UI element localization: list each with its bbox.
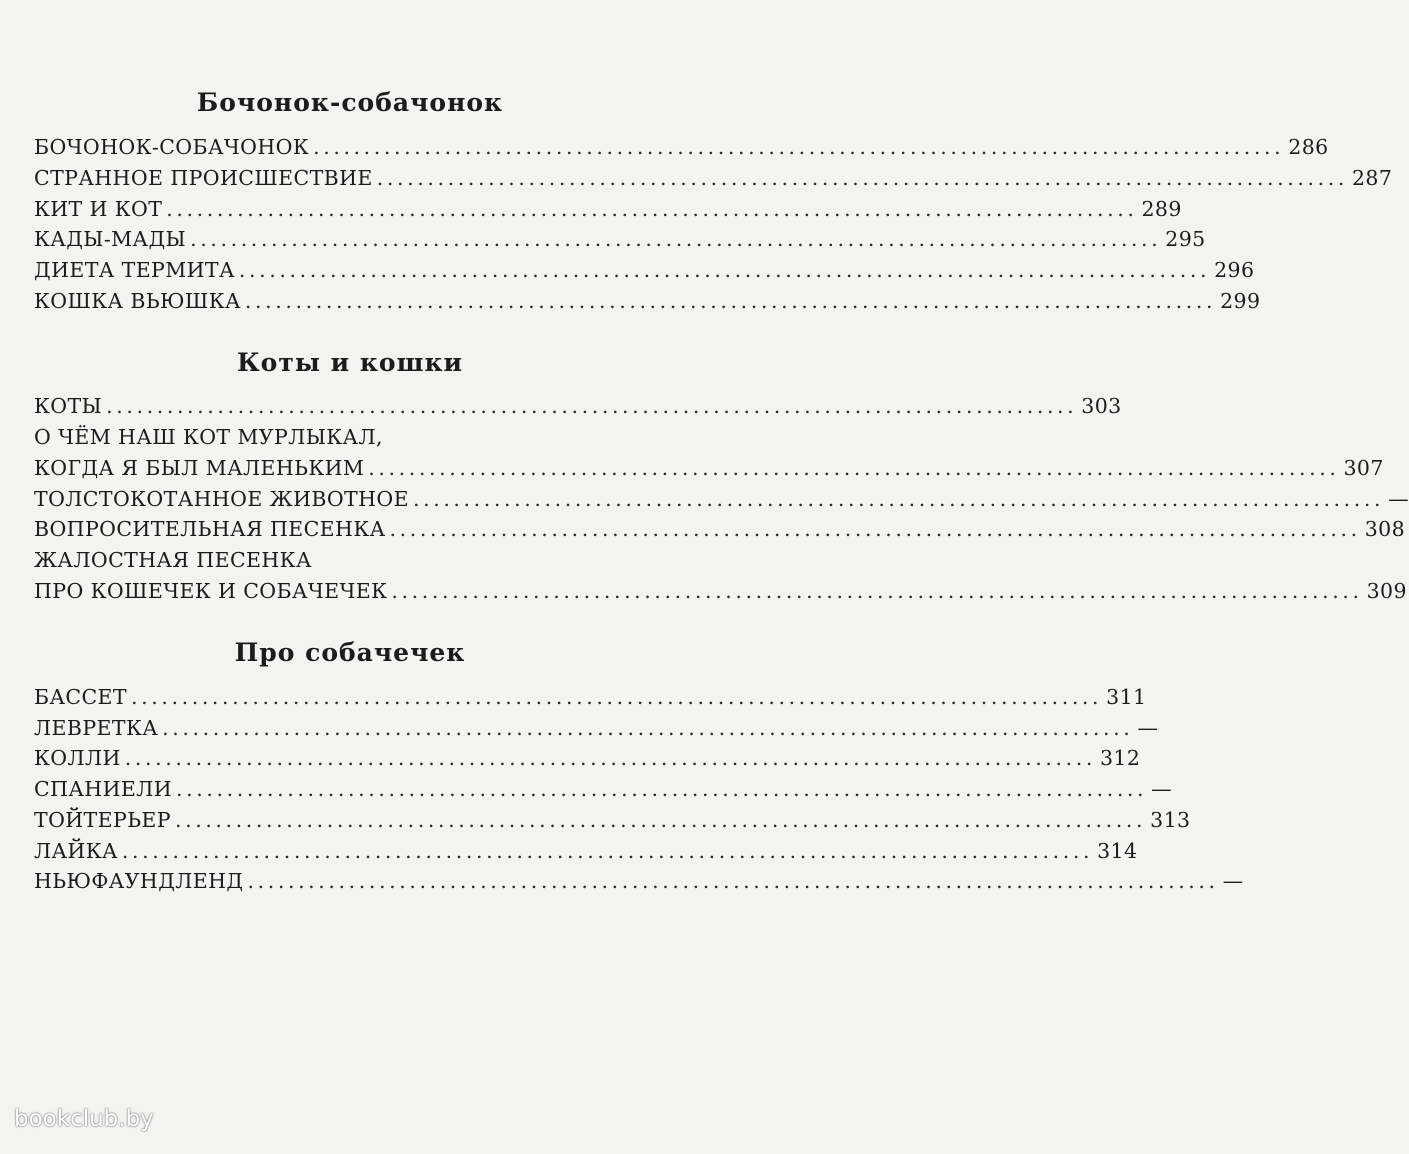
- leader-dots: ................................................................................................: [313, 135, 1285, 159]
- leader-dots: ................................................................................................: [174, 808, 1147, 832]
- entry-page: 312: [1099, 746, 1141, 770]
- entry-title: О ЧЁМ НАШ КОТ МУРЛЫКАЛ,: [34, 425, 383, 449]
- toc-entry: [34, 227, 1206, 255]
- entry-title: ТОЛСТОКОТАННОЕ ЖИВОТНОЕ: [34, 487, 409, 511]
- entry-title: ЛЕВРЕТКА: [34, 716, 159, 740]
- leader-dots: ................................................................................................: [368, 456, 1340, 480]
- entry-title: ДИЕТА ТЕРМИТА: [34, 258, 235, 282]
- entry-title: НЬЮФАУНДЛЕНД: [34, 869, 244, 893]
- entry-title: ПРО КОШЕЧЕК И СОБАЧЕЧЕК: [34, 579, 388, 603]
- leader-dots: ................................................................................................: [162, 716, 1134, 740]
- toc-entry: [34, 487, 1409, 515]
- leader-dots: ................................................................................................: [244, 289, 1217, 313]
- toc-entry: [34, 258, 1255, 286]
- section-title: Коты и кошки: [236, 348, 464, 377]
- entry-page: 307: [1343, 456, 1384, 480]
- leader-dots: ................................................................................................: [124, 746, 1096, 770]
- toc-entry: [34, 166, 1393, 194]
- entry-title: КОЛЛИ: [34, 746, 121, 770]
- toc-entry: [34, 517, 1406, 545]
- entry-title: СТРАННОЕ ПРОИСШЕСТВИЕ: [34, 166, 373, 190]
- entry-page: 289: [1141, 197, 1182, 221]
- section-title: Бочонок-собачонок: [196, 88, 504, 117]
- entry-title: СПАНИЕЛИ: [34, 777, 172, 801]
- entry-page: 296: [1214, 258, 1255, 282]
- entry-page: —: [1151, 777, 1173, 801]
- leader-dots: ................................................................................................: [121, 839, 1094, 863]
- entry-page: 311: [1106, 685, 1147, 709]
- toc-entry: [34, 425, 592, 453]
- leader-dots: ................................................................................................: [247, 869, 1219, 893]
- watermark: bookclub.by: [14, 1106, 154, 1132]
- toc-entry: [34, 548, 592, 576]
- leader-dots: ................................................................................................: [391, 579, 1363, 603]
- leader-dots: ................................................................................................: [131, 685, 1103, 709]
- leader-dots: ................................................................................................: [166, 197, 1138, 221]
- entry-title: ЖАЛОСТНАЯ ПЕСЕНКА: [34, 548, 312, 572]
- toc-entry: [34, 716, 1159, 744]
- leader-dots: ................................................................................................: [106, 394, 1078, 418]
- toc-entry: [34, 456, 1384, 484]
- entry-page: 313: [1150, 808, 1191, 832]
- toc-entry: [34, 746, 1141, 774]
- entry-page: —: [1137, 716, 1159, 740]
- entry-page: 299: [1220, 289, 1261, 313]
- leader-dots: ................................................................................................: [412, 487, 1385, 511]
- entry-page: 314: [1097, 839, 1138, 863]
- leader-dots: ................................................................................................: [376, 166, 1348, 190]
- entry-title: КОШКА ВЬЮШКА: [34, 289, 241, 313]
- entry-page: —: [1388, 487, 1409, 511]
- toc-entry: [34, 394, 1122, 422]
- toc-entry: [34, 289, 1261, 317]
- entry-title: ЛАЙКА: [34, 839, 118, 863]
- entry-title: КОТЫ: [34, 394, 103, 418]
- entry-page: 287: [1351, 166, 1393, 190]
- entry-page: 303: [1081, 394, 1122, 418]
- toc-entry: [34, 579, 1407, 607]
- leader-dots: ................................................................................................: [389, 517, 1361, 541]
- toc-entry: [34, 869, 1244, 897]
- toc-entry: [34, 839, 1138, 867]
- entry-page: 308: [1364, 517, 1406, 541]
- leader-dots: ................................................................................................: [190, 227, 1162, 251]
- entry-page: 286: [1288, 135, 1329, 159]
- entry-page: —: [1222, 869, 1244, 893]
- leader-dots: ................................................................................................: [238, 258, 1211, 282]
- toc-entry: [34, 685, 1147, 713]
- entry-title: КАДЫ-МАДЫ: [34, 227, 187, 251]
- entry-title: КИТ И КОТ: [34, 197, 163, 221]
- entry-title: КОГДА Я БЫЛ МАЛЕНЬКИМ: [34, 456, 365, 480]
- entry-page: 309: [1366, 579, 1407, 603]
- toc-entry: [34, 135, 1329, 163]
- entry-title: БАССЕТ: [34, 685, 127, 709]
- section-title: Про собачечек: [234, 638, 466, 667]
- toc-entry: [34, 808, 1191, 836]
- entry-title: ТОЙТЕРЬЕР: [34, 808, 171, 832]
- leader-dots: ................................................................................................: [176, 777, 1148, 801]
- entry-title: ВОПРОСИТЕЛЬНАЯ ПЕСЕНКА: [34, 517, 386, 541]
- entry-title: БОЧОНОК-СОБАЧОНОК: [34, 135, 310, 159]
- entry-page: 295: [1165, 227, 1206, 251]
- toc-entry: [34, 777, 1173, 805]
- toc-entry: [34, 197, 1182, 225]
